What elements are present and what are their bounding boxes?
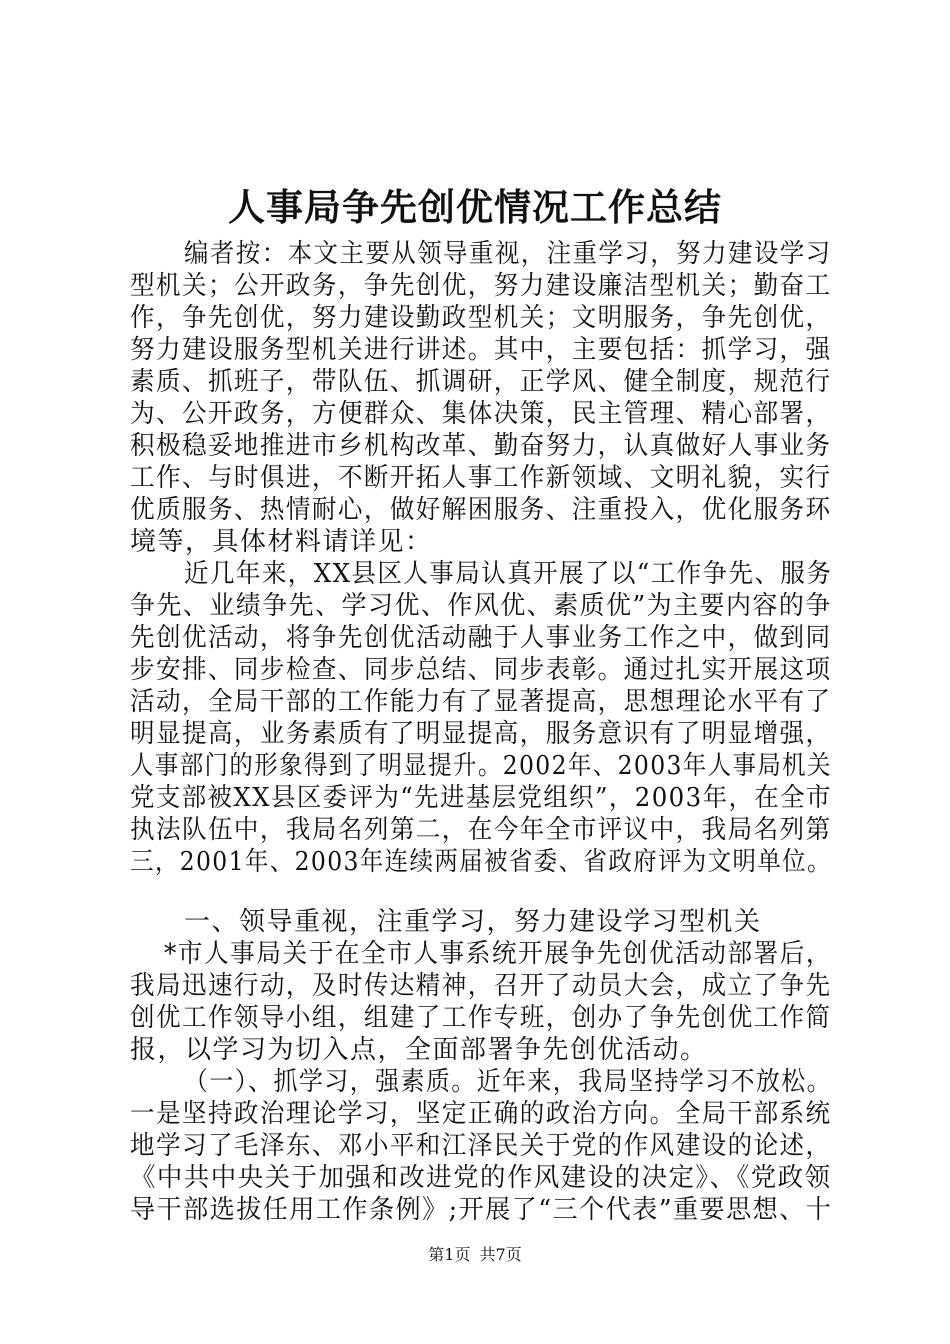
text-line: 一、领导重视，注重学习，努力建设学习型机关 [184,907,762,937]
text-line: （一）、抓学习，强素质。近年来，我局坚持学习不放松。 [184,1067,833,1097]
page-number-total: 共7页 [479,1245,522,1264]
text-line: 素质、抓班子，带队伍、抓调研，正学风、健全制度，规范行 [130,367,832,397]
text-line: 型机关；公开政务，争先创优，努力建设廉洁型机关；勤奋工 [130,271,832,301]
text-line: 编者按：本文主要从领导重视，注重学习，努力建设学习 [184,239,832,269]
text-line: 明显提高，业务素质有了明显提高，服务意识有了明显增强， [130,719,832,749]
page-footer [0,1243,950,1267]
text-line: 创优工作领导小组，组建了工作专班，创办了争先创优工作简 [130,1003,832,1033]
page-number-current: 第1页 [428,1245,471,1264]
text-line: 我局迅速行动，及时传达精神，召开了动员大会，成立了争先 [130,971,832,1001]
text-line: 努力建设服务型机关进行讲述。其中，主要包括：抓学习，强 [130,335,832,365]
text-line: 积极稳妥地推进市乡机构改革、勤奋努力，认真做好人事业务 [130,431,832,461]
page-title: 人事局争先创优情况工作总结 [228,185,722,229]
text-line: 争先、业绩争先、学习优、作风优、素质优”为主要内容的争 [130,591,832,621]
text-line: 党支部被XX县区委评为“先进基层党组织”，2003年，在全市 [130,783,832,813]
text-line: 工作、与时俱进，不断开拓人事工作新领域、文明礼貌，实行 [130,463,832,493]
text-line: 为、公开政务，方便群众、集体决策，民主管理、精心部署， [130,399,832,429]
text-line: 执法队伍中，我局名列第二，在今年全市评议中，我局名列第 [130,815,832,845]
text-line: 人事部门的形象得到了明显提升。2002年、2003年人事局机关 [130,751,832,781]
text-line: 《中共中央关于加强和改进党的作风建设的决定》、《党政领 [130,1163,832,1193]
text-line: 优质服务、热情耐心，做好解困服务、注重投入，优化服务环 [130,495,832,525]
text-line: 先创优活动，将争先创优活动融于人事业务工作之中，做到同 [130,623,832,653]
text-line: 导干部选拔任用工作条例》;开展了“三个代表”重要思想、十 [130,1195,833,1225]
text-line: 境等，具体材料请详见： [130,527,433,557]
text-line: 近几年来，XX县区人事局认真开展了以“工作争先、服务 [184,559,833,589]
text-line: 地学习了毛泽东、邓小平和江泽民关于党的作风建设的论述， [130,1131,832,1161]
text-line: 作，争先创优，努力建设勤政型机关；文明服务，争先创优， [130,303,832,333]
text-line: 报，以学习为切入点，全面部署争先创优活动。 [130,1035,708,1065]
text-line: 步安排、同步检查、同步总结、同步表彰。通过扎实开展这项 [130,655,832,685]
text-line: 三，2001年、2003年连续两届被省委、省政府评为文明单位。 [130,847,832,877]
text-line: 一是坚持政治理论学习，坚定正确的政治方向。全局干部系统 [130,1099,832,1129]
text-line: *市人事局关于在全市人事系统开展争先创优活动部署后， [164,939,833,969]
text-line: 活动，全局干部的工作能力有了显著提高，思想理论水平有了 [130,687,832,717]
